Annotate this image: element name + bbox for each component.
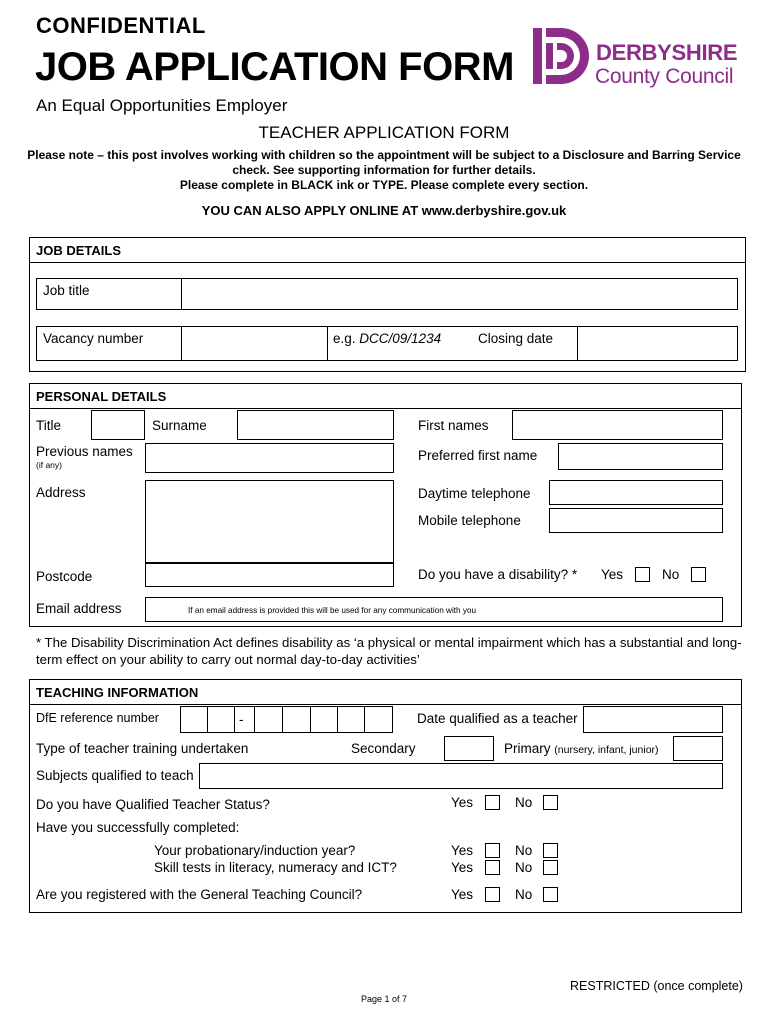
subjects-input[interactable] [199, 763, 723, 789]
probation-yes-label: Yes [451, 843, 474, 858]
job-details-header [30, 238, 745, 263]
gtc-no-checkbox[interactable] [543, 887, 558, 902]
completed-label: Have you successfully completed: [36, 820, 240, 835]
qts-yes-label: Yes [451, 795, 474, 810]
subjects-label: Subjects qualified to teach [36, 768, 194, 783]
logo-text-county-council: County Council [595, 65, 734, 88]
personal-details-heading: PERSONAL DETAILS [36, 389, 167, 404]
postcode-label: Postcode [36, 569, 93, 584]
surname-input[interactable] [237, 410, 394, 440]
skills-no-checkbox[interactable] [543, 860, 558, 875]
daytime-telephone-label: Daytime telephone [418, 486, 531, 501]
dfe-digit-6[interactable] [337, 706, 365, 733]
previous-names-label: Previous names [36, 444, 133, 459]
vacancy-example: e.g. DCC/09/1234 [333, 331, 442, 346]
form-main-title: JOB APPLICATION FORM [35, 45, 514, 89]
preferred-name-input[interactable] [558, 443, 723, 470]
surname-label: Surname [152, 418, 207, 433]
title-label: Title [36, 418, 62, 433]
restricted-label: RESTRICTED (once complete) [570, 979, 743, 993]
gtc-yes-label: Yes [451, 887, 474, 902]
dfe-reference-label: DfE reference number [36, 711, 159, 725]
apply-online-note: YOU CAN ALSO APPLY ONLINE AT www.derbyshire.gov.uk [201, 203, 567, 218]
previous-names-input[interactable] [145, 443, 394, 473]
job-title-input[interactable] [182, 279, 737, 309]
derbyshire-logo-icon [531, 26, 591, 86]
vacancy-number-label: Vacancy number [43, 331, 144, 346]
disability-yes-checkbox[interactable] [635, 567, 650, 582]
first-names-input[interactable] [512, 410, 723, 440]
job-title-label: Job title [43, 283, 90, 298]
note-line-1: Please note – this post involves working with children so the appointment will be subject to a Disclosure and Barring Service [27, 148, 741, 162]
gtc-yes-checkbox[interactable] [485, 887, 500, 902]
dfe-digit-2[interactable] [207, 706, 235, 733]
probation-no-checkbox[interactable] [543, 843, 558, 858]
skills-no-label: No [515, 860, 533, 875]
skills-yes-label: Yes [451, 860, 474, 875]
teaching-information-heading: TEACHING INFORMATION [36, 685, 199, 700]
dfe-dash: - [239, 712, 244, 727]
dfe-digit-7[interactable] [364, 706, 393, 733]
preferred-name-label: Preferred first name [418, 448, 538, 463]
qts-no-checkbox[interactable] [543, 795, 558, 810]
qts-label: Do you have Qualified Teacher Status? [36, 797, 270, 812]
mobile-telephone-label: Mobile telephone [418, 513, 521, 528]
secondary-label: Secondary [351, 741, 416, 756]
closing-date-input[interactable] [578, 327, 737, 360]
employer-subtitle: An Equal Opportunities Employer [36, 96, 288, 115]
first-names-label: First names [418, 418, 489, 433]
confidential-label: CONFIDENTIAL [36, 13, 206, 38]
email-input[interactable] [145, 597, 723, 622]
training-type-label: Type of teacher training undertaken [36, 741, 249, 756]
dfe-digit-4[interactable] [282, 706, 311, 733]
dfe-digit-5[interactable] [310, 706, 338, 733]
date-qualified-input[interactable] [583, 706, 723, 733]
gtc-label: Are you registered with the General Teaching Council? [36, 887, 363, 902]
address-input[interactable] [145, 480, 394, 563]
postcode-input[interactable] [145, 563, 394, 587]
mobile-telephone-input[interactable] [549, 508, 723, 533]
closing-date-label: Closing date [478, 331, 554, 346]
disability-yes-label: Yes [601, 567, 624, 582]
disability-label: Do you have a disability? * [418, 567, 578, 582]
gtc-no-label: No [515, 887, 533, 902]
skills-yes-checkbox[interactable] [485, 860, 500, 875]
skills-tests-label: Skill tests in literacy, numeracy and ICT? [154, 860, 397, 875]
previous-names-note: (if any) [36, 460, 62, 470]
job-details-heading: JOB DETAILS [36, 243, 121, 258]
qts-yes-checkbox[interactable] [485, 795, 500, 810]
page-number: Page 1 of 7 [360, 994, 408, 1004]
disability-no-label: No [662, 567, 680, 582]
note-line-2: check. See supporting information for further details. [232, 163, 536, 177]
probation-label: Your probationary/induction year? [154, 843, 356, 858]
address-label: Address [36, 485, 86, 500]
qts-no-label: No [515, 795, 533, 810]
note-line-3: Please complete in BLACK ink or TYPE. Please complete every section. [179, 178, 589, 192]
disability-no-checkbox[interactable] [691, 567, 706, 582]
daytime-telephone-input[interactable] [549, 480, 723, 505]
email-note: If an email address is provided this will be used for any communication with you [188, 606, 477, 615]
primary-input[interactable] [673, 736, 723, 761]
logo-text-derbyshire: DERBYSHIRE [596, 40, 738, 65]
teacher-form-title: TEACHER APPLICATION FORM [258, 123, 510, 142]
disability-definition-line-1: * The Disability Discrimination Act defines disability as ‘a physical or mental impairment which has a substantial and long- [36, 635, 742, 650]
primary-label: Primary (nursery, infant, junior) [504, 741, 659, 756]
probation-yes-checkbox[interactable] [485, 843, 500, 858]
disability-definition-line-2: term effect on your ability to carry out normal day-to-day activities’ [36, 652, 420, 667]
probation-no-label: No [515, 843, 533, 858]
vacancy-number-input[interactable] [182, 327, 326, 360]
email-label: Email address [36, 601, 122, 616]
secondary-input[interactable] [444, 736, 494, 761]
dfe-digit-1[interactable] [180, 706, 208, 733]
dfe-digit-3[interactable] [254, 706, 283, 733]
title-input[interactable] [91, 410, 145, 440]
date-qualified-label: Date qualified as a teacher [417, 711, 578, 726]
